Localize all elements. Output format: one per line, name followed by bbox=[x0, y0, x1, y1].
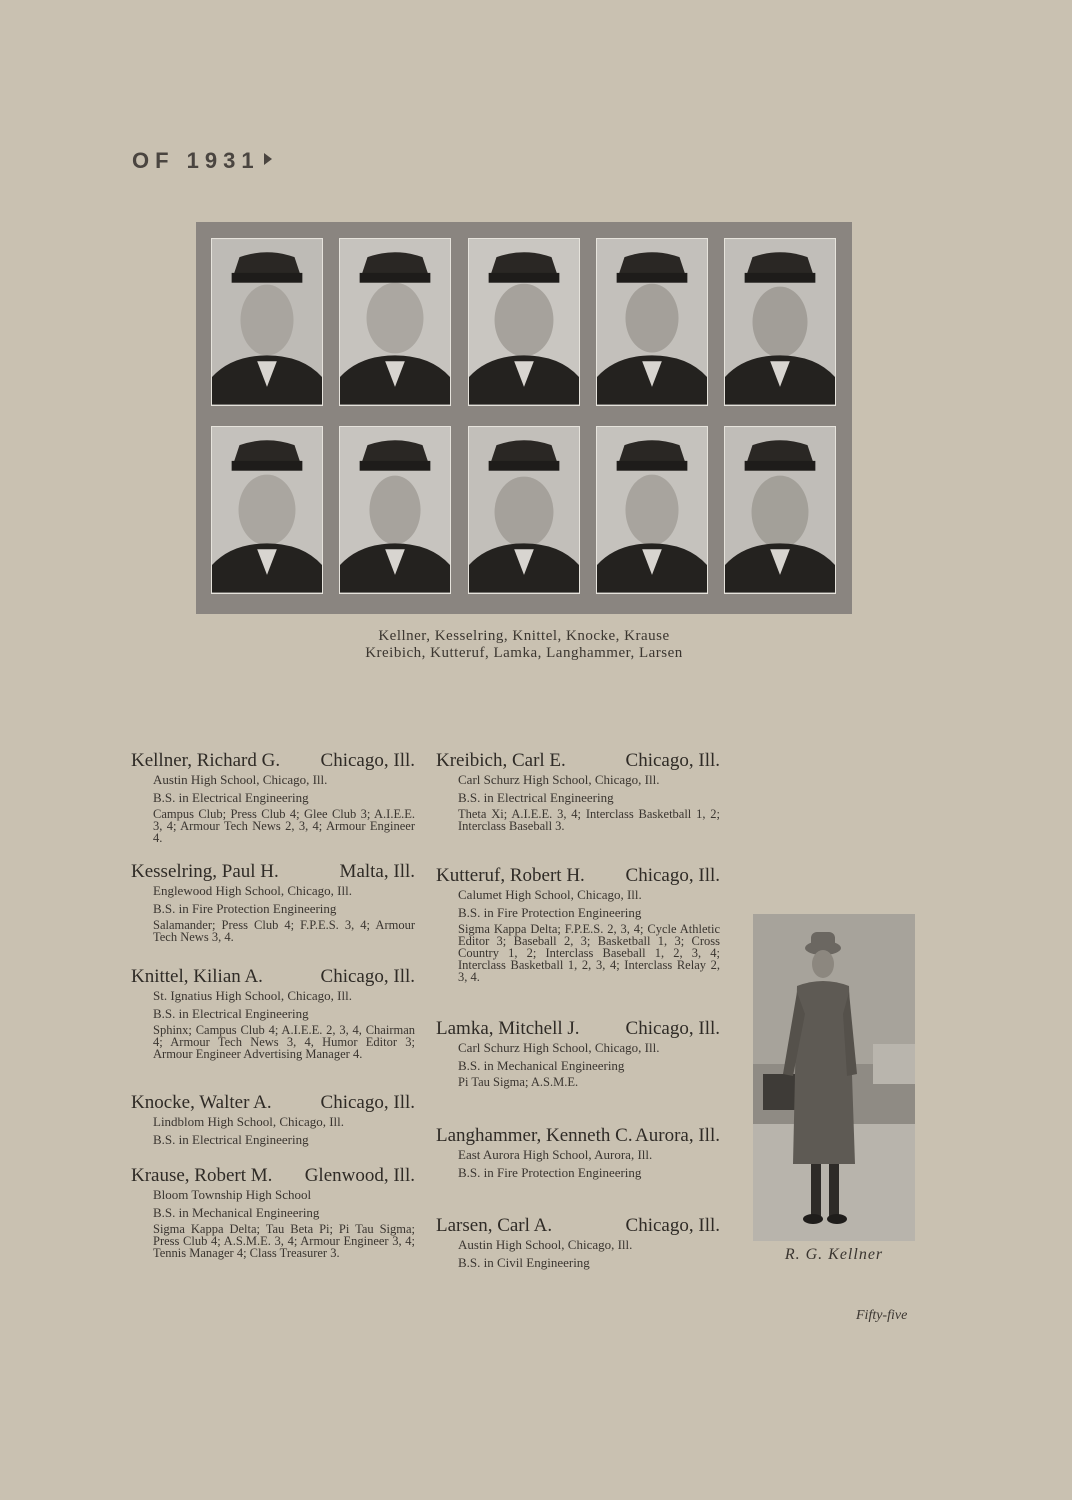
senior-entry bbox=[131, 750, 415, 844]
entry-degree: B.S. in Mechanical Engineering bbox=[458, 1058, 625, 1073]
portrait-photo bbox=[211, 426, 323, 594]
senior-entry bbox=[436, 1125, 720, 1180]
entry-degree: B.S. in Civil Engineering bbox=[458, 1255, 590, 1270]
entry-school: Austin High School, Chicago, Ill. bbox=[153, 772, 328, 787]
candid-photo bbox=[753, 914, 915, 1241]
portrait-photo bbox=[596, 238, 708, 406]
entry-city: Chicago, Ill. bbox=[625, 1215, 720, 1236]
entry-name: Kesselring, Paul H. bbox=[131, 861, 279, 882]
entry-city: Aurora, Ill. bbox=[635, 1125, 720, 1146]
senior-entry bbox=[131, 1092, 415, 1147]
senior-entry bbox=[436, 1215, 720, 1270]
arrow-right-icon bbox=[264, 153, 272, 165]
entry-name: Kellner, Richard G. bbox=[131, 750, 281, 771]
entry-school: St. Ignatius High School, Chicago, Ill. bbox=[153, 988, 352, 1003]
portrait-photo bbox=[468, 238, 580, 406]
entry-name: Lamka, Mitchell J. bbox=[436, 1018, 580, 1039]
portrait-photo bbox=[724, 426, 836, 594]
entry-degree: B.S. in Electrical Engineering bbox=[458, 790, 614, 805]
entry-name: Kreibich, Carl E. bbox=[436, 750, 566, 771]
entry-activities: Pi Tau Sigma; A.S.M.E. bbox=[458, 1075, 579, 1089]
senior-entry bbox=[131, 966, 415, 1060]
senior-entry bbox=[131, 861, 415, 943]
entry-activities: Sphinx; Campus Club 4; A.I.E.E. 2, 3, 4, Chairman 4; Armour Tech News 3, 4, Humor Editor 3; Armour Engineer Advertising Manager 4. bbox=[153, 1023, 415, 1061]
portrait-photo bbox=[339, 426, 451, 594]
entry-school: Carl Schurz High School, Chicago, Ill. bbox=[458, 772, 660, 787]
entry-school: Englewood High School, Chicago, Ill. bbox=[153, 883, 352, 898]
entry-school: Calumet High School, Chicago, Ill. bbox=[458, 887, 642, 902]
entry-activities: Salamander; Press Club 4; F.P.E.S. 3, 4; Armour Tech News 3, 4. bbox=[153, 918, 415, 944]
entry-name: Knocke, Walter A. bbox=[131, 1092, 272, 1113]
portrait-grid bbox=[196, 222, 852, 614]
entry-school: Carl Schurz High School, Chicago, Ill. bbox=[458, 1040, 660, 1055]
entry-name: Knittel, Kilian A. bbox=[131, 966, 263, 987]
entry-activities: Sigma Kappa Delta; Tau Beta Pi; Pi Tau Sigma; Press Club 4; A.S.M.E. 3, 4; Armour Engineer 3, 4; Tennis Manager 4; Class Treasurer 3. bbox=[153, 1222, 415, 1260]
senior-entry bbox=[131, 1165, 415, 1259]
portrait-photo bbox=[724, 238, 836, 406]
portrait-row-top bbox=[211, 238, 836, 406]
entry-name: Langhammer, Kenneth C. bbox=[436, 1125, 633, 1146]
senior-entry bbox=[436, 1018, 720, 1088]
entry-name: Kutteruf, Robert H. bbox=[436, 865, 585, 886]
entry-activities: Sigma Kappa Delta; F.P.E.S. 2, 3, 4; Cycle Athletic Editor 3; Baseball 2, 3; Basketball 1, 3; Cross Country 1, 2; Interclass Baseball 1, 2, 3, 4; Interclass Basketball 1, 2, 3, 4; Interclass Relay 2, 3, 4. bbox=[458, 922, 720, 984]
entry-city: Chicago, Ill. bbox=[625, 750, 720, 771]
portrait-photo bbox=[211, 238, 323, 406]
entry-degree: B.S. in Electrical Engineering bbox=[153, 790, 309, 805]
entry-degree: B.S. in Mechanical Engineering bbox=[153, 1205, 320, 1220]
portrait-photo bbox=[468, 426, 580, 594]
entry-city: Chicago, Ill. bbox=[625, 1018, 720, 1039]
page-header-text: OF 1931 bbox=[132, 148, 260, 173]
page-number: Fifty-five bbox=[856, 1308, 908, 1323]
entry-name: Larsen, Carl A. bbox=[436, 1215, 553, 1236]
entry-city: Chicago, Ill. bbox=[320, 750, 415, 771]
senior-entry bbox=[436, 865, 720, 983]
entry-school: East Aurora High School, Aurora, Ill. bbox=[458, 1147, 653, 1162]
entry-name: Krause, Robert M. bbox=[131, 1165, 273, 1186]
entry-degree: B.S. in Fire Protection Engineering bbox=[458, 905, 642, 920]
entry-degree: B.S. in Fire Protection Engineering bbox=[458, 1165, 642, 1180]
photo-caption-line-2: Kreibich, Kutteruf, Lamka, Langhammer, Larsen bbox=[365, 645, 683, 661]
portrait-photo bbox=[596, 426, 708, 594]
entry-city: Chicago, Ill. bbox=[320, 966, 415, 987]
entry-degree: B.S. in Electrical Engineering bbox=[153, 1132, 309, 1147]
entry-school: Lindblom High School, Chicago, Ill. bbox=[153, 1114, 345, 1129]
entry-city: Chicago, Ill. bbox=[625, 865, 720, 886]
entry-activities: Theta Xi; A.I.E.E. 3, 4; Interclass Basketball 1, 2; Interclass Baseball 3. bbox=[458, 807, 720, 833]
entry-city: Malta, Ill. bbox=[339, 861, 415, 882]
entry-degree: B.S. in Electrical Engineering bbox=[153, 1006, 309, 1021]
page-header bbox=[132, 148, 272, 174]
portrait-row-bottom bbox=[211, 426, 836, 594]
portrait-photo bbox=[339, 238, 451, 406]
entry-school: Austin High School, Chicago, Ill. bbox=[458, 1237, 633, 1252]
senior-entry bbox=[436, 750, 720, 832]
entry-city: Chicago, Ill. bbox=[320, 1092, 415, 1113]
entry-school: Bloom Township High School bbox=[153, 1187, 312, 1202]
entry-city: Glenwood, Ill. bbox=[304, 1165, 415, 1186]
photo-caption-line-1: Kellner, Kesselring, Knittel, Knocke, Krause bbox=[378, 628, 670, 644]
candid-caption: R. G. Kellner bbox=[784, 1246, 884, 1263]
entry-activities: Campus Club; Press Club 4; Glee Club 3; A.I.E.E. 3, 4; Armour Tech News 2, 3, 4; Armour Engineer 4. bbox=[153, 807, 415, 845]
entry-degree: B.S. in Fire Protection Engineering bbox=[153, 901, 337, 916]
